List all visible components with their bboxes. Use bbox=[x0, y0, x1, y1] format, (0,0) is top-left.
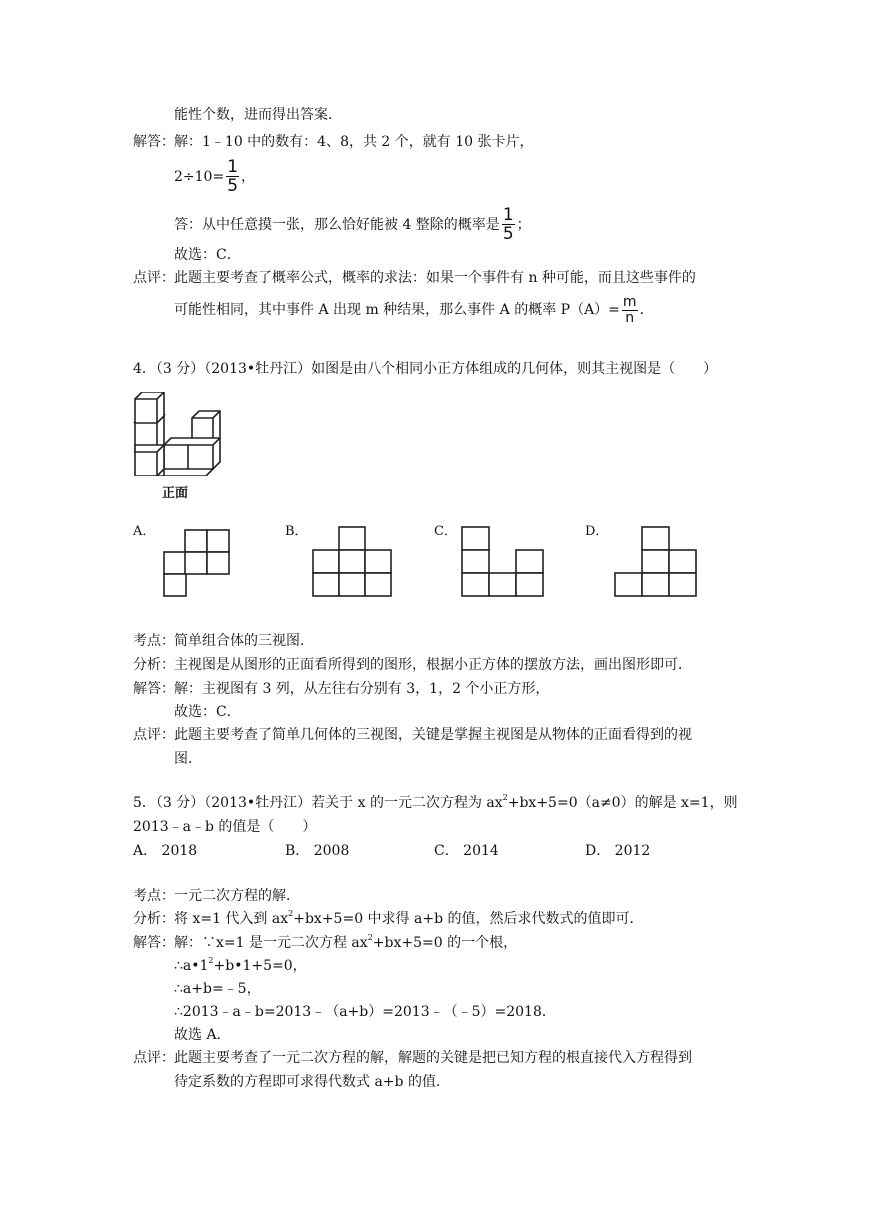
superscript: 2 bbox=[502, 793, 508, 802]
q5-kaodian-label: 考点： bbox=[133, 888, 175, 904]
q5-answer-b: +bx+5=0 的一个根， bbox=[372, 935, 518, 951]
q4-option-d-label[interactable]: D． bbox=[585, 524, 609, 539]
q3-answer-line4: 故选：C． bbox=[174, 247, 241, 263]
q5-comment-label: 点评： bbox=[133, 1050, 175, 1066]
q5-stem-line1 bbox=[133, 794, 738, 812]
q5-option-c[interactable]: C． 2014 bbox=[434, 843, 499, 859]
cube-edge bbox=[157, 469, 213, 476]
fraction-denominator: 5 bbox=[502, 224, 514, 244]
fraction bbox=[502, 207, 515, 243]
q5-stem-b: +bx+5=0（a≠0）的解是 x=1，则 bbox=[507, 795, 738, 811]
q3-answer-line2 bbox=[174, 157, 255, 197]
q4-option-c-label[interactable]: C． bbox=[434, 524, 457, 539]
q4-option-a-figure[interactable] bbox=[163, 529, 233, 599]
q5-option-b[interactable]: B． 2008 bbox=[285, 843, 350, 859]
q5-option-a[interactable]: A． 2018 bbox=[133, 843, 198, 859]
punct: ； bbox=[516, 217, 531, 233]
q4-kaodian-label: 考点： bbox=[133, 633, 175, 649]
fraction-numerator: 1 bbox=[227, 157, 239, 177]
q4-answer-line1: 解：主视图有 3 列，从左往右分别有 3，1，2 个小正方形， bbox=[174, 681, 550, 697]
q3-comment-line1: 此题主要考查了概率公式，概率的求法：如果一个事件有 n 种可能，而且这些事件的 bbox=[174, 270, 696, 286]
q4-stem: 4．（3 分）（2013•牡丹江）如图是由八个相同小正方体组成的几何体，则其主视图是（ ） bbox=[133, 361, 718, 377]
q5-answer-line1 bbox=[174, 934, 517, 952]
q4-fenxi: 主视图是从图形的正面看所得到的图形，根据小正方体的摆放方法，画出图形即可． bbox=[174, 657, 692, 673]
q4-comment-line2: 图． bbox=[174, 751, 202, 767]
q5-answer-line4: ∴2013﹣a﹣b=2013﹣（a+b）=2013﹣（﹣5）=2018． bbox=[174, 1004, 556, 1020]
superscript: 2 bbox=[208, 956, 214, 965]
front-label: 正面 bbox=[162, 486, 189, 501]
q3-comment-label: 点评： bbox=[133, 270, 175, 286]
q3-answer-text: 答：从中任意摸一张，那么恰好能被 4 整除的概率是 bbox=[174, 217, 500, 233]
superscript: 2 bbox=[367, 933, 373, 942]
q3-calc: 2÷10= bbox=[174, 169, 225, 185]
q3-comment-line2 bbox=[174, 292, 654, 328]
fraction bbox=[226, 159, 239, 195]
q3-answer-label: 解答： bbox=[133, 134, 175, 150]
q4-solid-figure bbox=[130, 392, 230, 476]
q4-option-b-figure[interactable] bbox=[312, 526, 396, 598]
q5-comment-line1: 此题主要考查了一元二次方程的解，解题的关键是把已知方程的根直接代入方程得到 bbox=[174, 1050, 692, 1066]
q4-comment-label: 点评： bbox=[133, 727, 175, 743]
q5-fenxi bbox=[174, 910, 644, 928]
fraction-denominator: n bbox=[625, 309, 635, 326]
q5-answer-line2 bbox=[174, 957, 307, 975]
fraction-numerator: 1 bbox=[502, 205, 514, 225]
q4-option-b-label[interactable]: B． bbox=[285, 524, 308, 539]
q5-answer-a: 解：∵x=1 是一元二次方程 ax bbox=[174, 935, 368, 951]
q5-fenxi-label: 分析： bbox=[133, 911, 175, 927]
q3-answer-line3 bbox=[174, 205, 531, 245]
q5-answer-label: 解答： bbox=[133, 935, 175, 951]
q5-stem-a: 5．（3 分）（2013•牡丹江）若关于 x 的一元二次方程为 ax bbox=[133, 795, 503, 811]
q4-option-a-label[interactable]: A． bbox=[133, 524, 156, 539]
q4-option-c-figure[interactable] bbox=[461, 526, 547, 598]
fraction bbox=[622, 295, 638, 326]
punct: ， bbox=[241, 169, 256, 185]
q5-kaodian: 一元二次方程的解． bbox=[174, 888, 300, 904]
q3-answer-line1: 解：1﹣10 中的数有：4、8，共 2 个，就有 10 张卡片， bbox=[174, 134, 534, 150]
q4-kaodian: 简单组合体的三视图． bbox=[174, 633, 314, 649]
q4-option-d-figure[interactable] bbox=[614, 526, 698, 598]
cube-row bbox=[164, 438, 220, 469]
q4-answer-label: 解答： bbox=[133, 681, 175, 697]
q4-answer-line2: 故选：C． bbox=[174, 704, 241, 720]
fraction-numerator: m bbox=[622, 293, 637, 310]
q5-fenxi-a: 将 x=1 代入到 ax bbox=[174, 911, 289, 927]
q5-fenxi-b: +bx+5=0 中求得 a+b 的值，然后求代数式的值即可． bbox=[293, 911, 644, 927]
superscript: 2 bbox=[288, 909, 294, 918]
q5-answer-line3: ∴a+b=﹣5， bbox=[174, 981, 261, 997]
fraction-denominator: 5 bbox=[227, 176, 239, 196]
q4-comment-line1: 此题主要考查了简单几何体的三视图，关键是掌握主视图是从物体的正面看得到的视 bbox=[174, 727, 692, 743]
q5-option-d[interactable]: D． 2012 bbox=[585, 843, 651, 859]
punct: ． bbox=[639, 302, 654, 318]
q3-analysis-cont: 能性个数，进而得出答案． bbox=[174, 107, 342, 123]
q5-stem-line2: 2013﹣a﹣b 的值是（ ） bbox=[133, 819, 317, 835]
q4-fenxi-label: 分析： bbox=[133, 657, 175, 673]
q5-answer-c: ∴a•1 bbox=[174, 958, 209, 974]
q5-comment-line2: 待定系数的方程即可求得代数式 a+b 的值． bbox=[174, 1074, 450, 1090]
q5-answer-line5: 故选 A． bbox=[174, 1027, 231, 1043]
q3-comment-text: 可能性相同，其中事件 A 出现 m 种结果，那么事件 A 的概率 P（A）= bbox=[174, 302, 620, 318]
q5-answer-d: +b•1+5=0， bbox=[213, 958, 307, 974]
